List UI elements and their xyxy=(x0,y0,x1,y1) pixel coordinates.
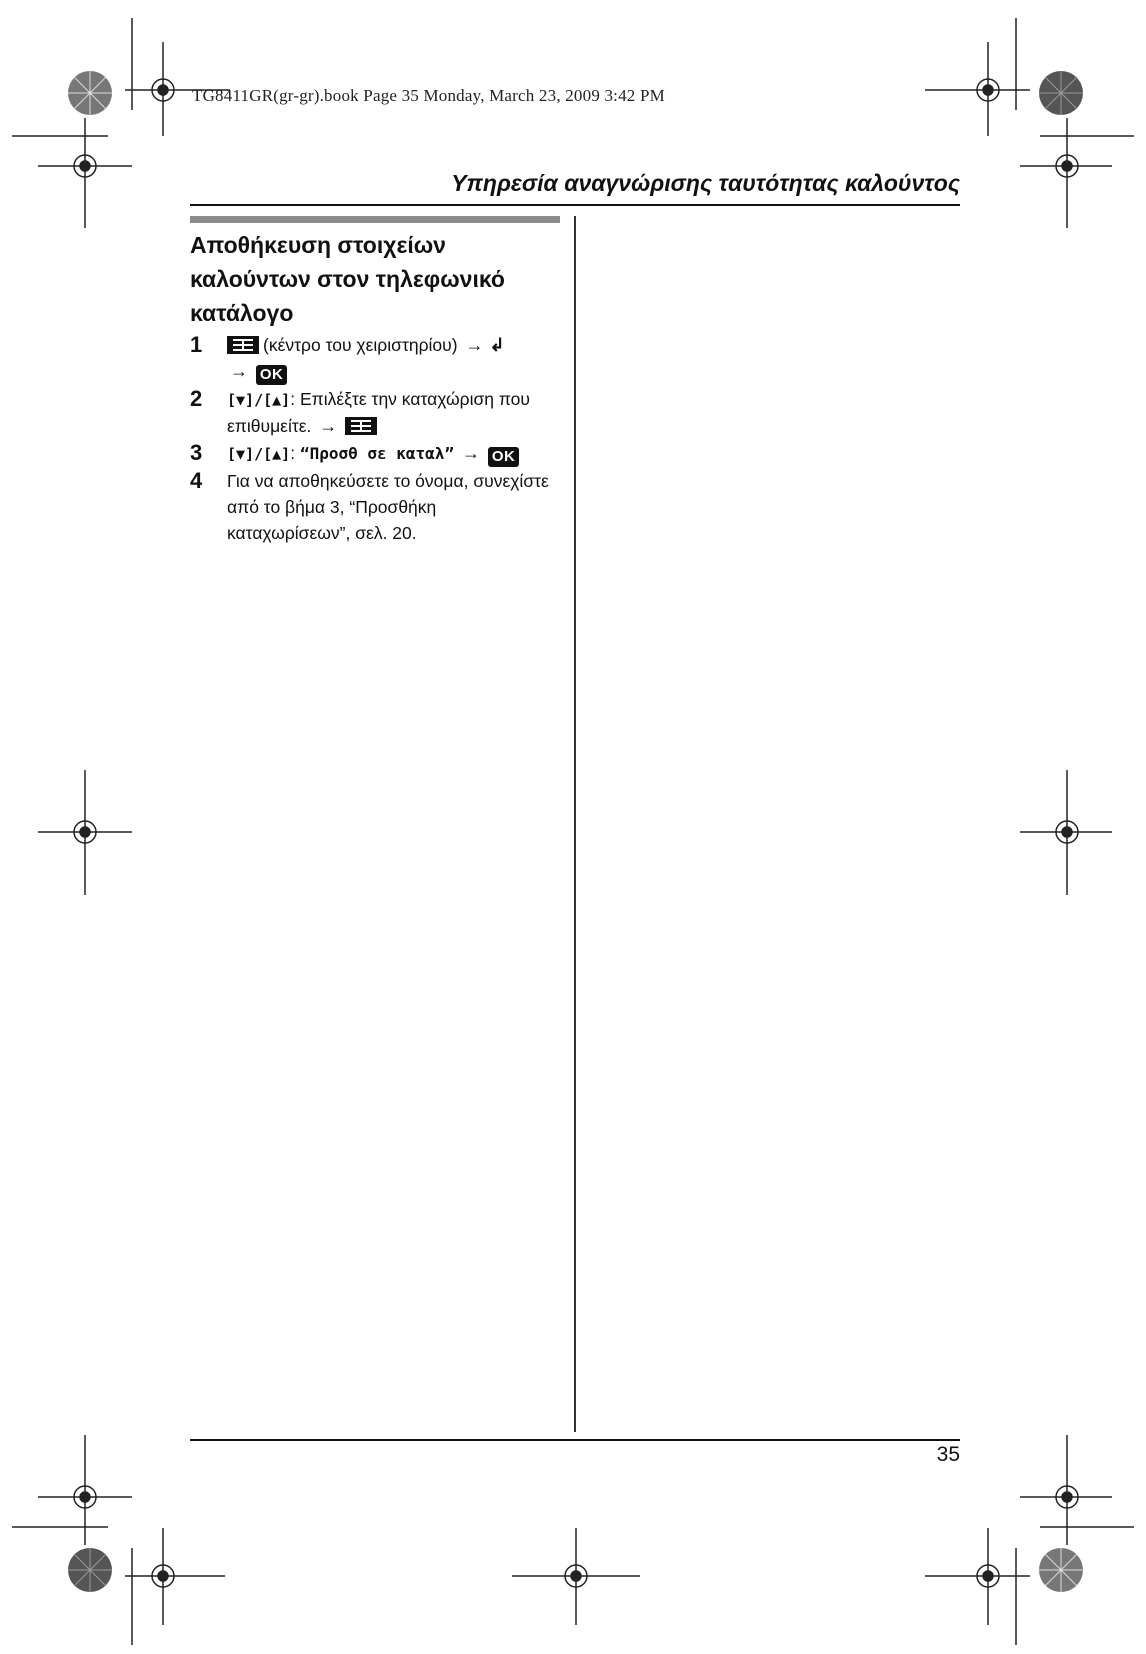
crosshair-mark xyxy=(1020,770,1112,895)
footer-rule xyxy=(190,1439,960,1441)
step-number: 4 xyxy=(190,468,203,493)
crosshair-mark xyxy=(38,1435,132,1545)
arrow-icon: → xyxy=(461,443,480,463)
crosshair-mark xyxy=(1020,1435,1112,1545)
step-2 xyxy=(190,386,560,439)
crosshair-mark xyxy=(512,1528,640,1625)
step-text: Για να αποθηκεύσετε το όνομα, συνεχίστε από το βήμα 3, “Προσθήκη καταχωρίσεων”, σελ. 20. xyxy=(227,471,549,543)
menu-item-label: “Προσθ σε καταλ” xyxy=(299,444,455,463)
menu-icon xyxy=(227,336,259,354)
starburst-mark xyxy=(1039,71,1083,115)
arrow-icon: → xyxy=(319,416,338,436)
print-info-line: TG8411GR(gr-gr).book Page 35 Monday, March 23, 2009 3:42 PM xyxy=(192,86,665,105)
ok-button: OK xyxy=(488,447,520,467)
crosshair-mark xyxy=(925,42,1030,136)
steps-list xyxy=(190,332,560,547)
step-number: 2 xyxy=(190,386,203,411)
ok-button: OK xyxy=(256,365,288,385)
crosshair-mark xyxy=(1020,118,1112,228)
column-divider xyxy=(574,216,576,1432)
running-head: Υπηρεσία αναγνώρισης ταυτότητας καλούντος xyxy=(451,170,960,196)
arrow-icon: → xyxy=(230,361,248,381)
step-number: 3 xyxy=(190,440,203,465)
starburst-mark xyxy=(68,71,112,115)
section-bar xyxy=(190,216,560,223)
step-text: : Επιλέξτε την καταχώριση που επιθυμείτε. xyxy=(227,389,530,436)
starburst-mark xyxy=(68,1548,112,1592)
nav-keys: [▼]/[▲] xyxy=(227,445,291,463)
crosshair-mark xyxy=(925,1528,1030,1625)
step-1 xyxy=(190,332,560,385)
step-4 xyxy=(190,468,560,546)
crosshair-mark xyxy=(38,770,132,895)
step-number: 1 xyxy=(190,332,203,357)
section-title: Αποθήκευση στοιχείων καλούντων στον τηλεφωνικό κατάλογο xyxy=(190,232,505,326)
arrow-icon: → xyxy=(465,335,484,355)
crosshair-mark xyxy=(38,118,132,228)
starburst-mark xyxy=(1039,1548,1083,1592)
page-number: 35 xyxy=(936,1443,960,1466)
step-3: 3 [▼]/[▲]: “Προσθ σε καταλ” → OK xyxy=(190,440,560,467)
nav-keys: [▼]/[▲] xyxy=(227,391,291,409)
phone-incoming-icon: ↲ xyxy=(489,335,505,355)
crosshair-mark xyxy=(125,1528,225,1625)
step-text: (κέντρο του χειριστηρίου) xyxy=(263,335,458,355)
header-rule xyxy=(190,204,960,206)
menu-icon xyxy=(345,417,377,435)
